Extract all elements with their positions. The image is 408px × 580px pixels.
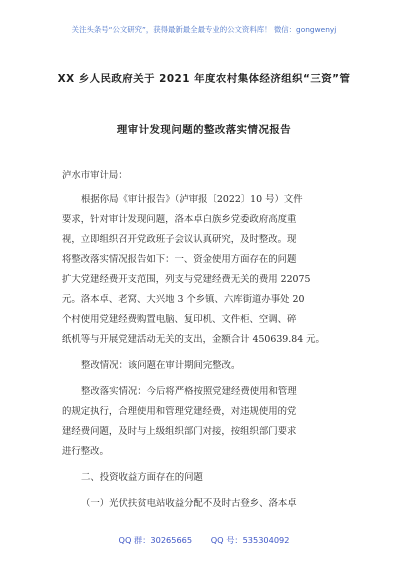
body-text-line: 的规定执行，合理使用和管理党建经费，对违规使用的党 [62,406,297,417]
document-title-line-1: XX 乡人民政府关于 2021 年度农村集体经济组织“三资”管 [57,73,351,85]
promo-banner: 关注头条号“公文研究”，获得最新最全最专业的公文资料库！ 微信：gongwenyj [71,25,337,34]
body-text-line: 元。洛本卓、老窝、大兴地 3 个乡镇、六库街道办事处 20 [62,294,305,305]
body-text-line: 根据你局《审计报告》（泸审报〔2022〕10 号）文件 [81,194,303,205]
body-text-line: 进行整改。 [62,446,109,457]
body-text-line: 扩大党建经费开支范围，列支与党建经费无关的费用 22075 [62,274,311,285]
body-text-line: 视，立即组织召开党政班子会议认真研究，及时整改。现 [62,234,297,245]
addressee-line: 泸水市审计局： [62,170,128,181]
qq-group-label: QQ 群：30265665 [118,535,193,545]
document-title-line-2: 理审计发现问题的整改落实情况报告 [116,124,292,136]
section-heading: 二、投资收益方面存在的问题 [81,472,203,483]
subsection-heading: （一）光伏扶贫电站收益分配不及时古登乡、洛本卓 [81,498,297,509]
body-text-line: 建经费问题，及时与上级组织部门对接，按组织部门要求 [62,426,297,437]
body-text-line: 将整改落实情况报告如下：一、资金使用方面存在的问题 [62,254,297,265]
contact-footer [0,535,408,546]
qq-number-label: QQ 号：535304092 [210,535,290,545]
body-text-line: 纸机等与开展党建活动无关的支出，金额合计 450639.84 元。 [62,334,325,345]
body-text-line: 要求，针对审计发现问题，洛本卓白族乡党委政府高度重 [62,214,297,225]
body-text-line: 整改情况：该问题在审计期间完整改。 [81,360,241,371]
body-text-line: 整改落实情况：今后将严格按照党建经费使用和管理 [81,386,297,397]
body-text-line: 个村使用党建经费购置电脑、复印机、文件柜、空调、碎 [62,314,297,325]
